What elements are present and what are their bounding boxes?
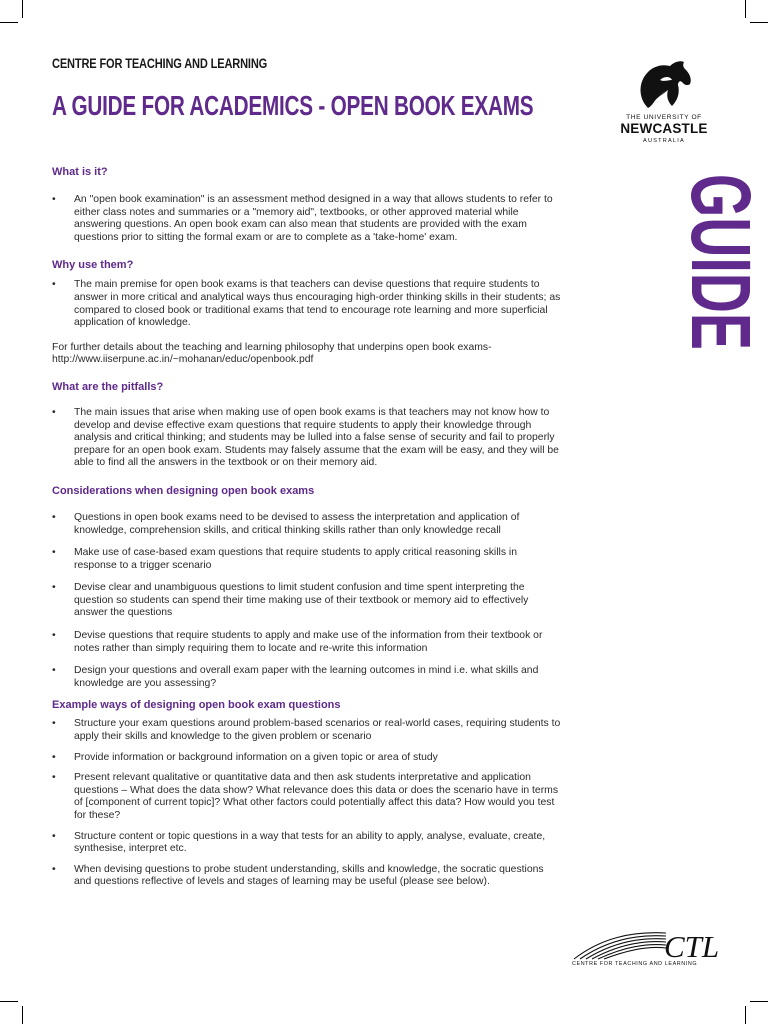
- crop-mark: [745, 0, 746, 18]
- further-details: For further details about the teaching and learning philosophy that underpins open book exams-: [52, 341, 492, 353]
- guide-word: GUIDE: [674, 174, 768, 441]
- crop-mark: [745, 1006, 746, 1024]
- list-item: • Present relevant qualitative or quantitative data and then ask students interpretative and application questions – What does the data show? What relevance does this data or does the scenario have in terms of [component of current topic]? What other factors could potentially affect this data? How would you test for these?: [52, 772, 562, 822]
- list-item: • Make use of case-based exam questions that require students to apply critical reasoning skills in response to a trigger scenario: [52, 547, 562, 572]
- list-item: • Provide information or background information on a given topic or area of study: [52, 752, 562, 765]
- crop-mark: [0, 1001, 18, 1002]
- section-heading-why: Why use them?: [52, 259, 134, 272]
- university-logo: [608, 58, 720, 148]
- why-list: [52, 279, 562, 329]
- list-item: • Structure content or topic questions in a way that tests for an ability to apply, analyse, evaluate, create, synthesise, interpret etc.: [52, 831, 562, 856]
- list-item: • The main issues that arise when making use of open book exams is that teachers may not know how to develop and devise effective exam questions that require students to apply their knowledge through analysis and critical thinking; and students may be lulled into a false sense of security and fail to properly prepare for an open book exam. Students may falsely assume that the exam will be easy, and they will be able to find all the answers in the textbook or on their memory aid.: [52, 407, 562, 470]
- list-item: • Structure your exam questions around problem-based scenarios or real-world cases, requiring students to apply their skills and knowledge to the given problem or scenario: [52, 718, 562, 743]
- pitfalls-list: [52, 407, 562, 470]
- considerations-list: [52, 512, 562, 691]
- section-heading-what: What is it?: [52, 166, 108, 178]
- ctl-subtitle: CENTRE FOR TEACHING AND LEARNING: [572, 961, 698, 967]
- crop-mark: [750, 22, 768, 23]
- list-item: • Devise questions that require students to apply and make use of the information from their textbook or notes rather than simply requiring them to locate and re-write this information: [52, 630, 562, 655]
- list-item: • The main premise for open book exams is that teachers can devise questions that require students to answer in more critical and analytical ways thus encouraging high-order thinking skills in their students; as compared to closed book or traditional exams that tend to encourage rote learning and more superficial application of knowledge.: [52, 279, 562, 329]
- list-item: • Design your questions and overall exam paper with the learning outcomes in mind i.e. what skills and knowledge are you assessing?: [52, 665, 562, 690]
- centre-heading: CENTRE FOR TEACHING AND LEARNING: [52, 56, 268, 71]
- crop-mark: [22, 1006, 23, 1024]
- list-item: • When devising questions to probe student understanding, skills and knowledge, the socratic questions and questions reflective of levels and stages of learning may be useful (please see below).: [52, 864, 562, 889]
- crop-mark: [0, 22, 18, 23]
- crop-mark: [750, 1001, 768, 1002]
- main-content: [52, 166, 562, 889]
- page-title: A GUIDE FOR ACADEMICS - OPEN BOOK EXAMS: [52, 90, 534, 121]
- section-heading-considerations: Considerations when designing open book exams: [52, 484, 315, 497]
- crop-mark: [22, 0, 23, 18]
- what-list: [52, 194, 562, 244]
- section-heading-pitfalls: What are the pitfalls?: [52, 380, 164, 393]
- examples-list: [52, 718, 562, 889]
- guide-wordmark: [614, 172, 768, 441]
- section-heading-examples: Example ways of designing open book exam questions: [52, 699, 341, 712]
- list-item: • Devise clear and unambiguous questions to limit student confusion and time spent interpreting the question so students can spend their time making use of their textbook or memory aid to effectively answer the questions: [52, 582, 562, 620]
- horse-head-icon: [608, 58, 720, 114]
- university-country: AUSTRALIA: [643, 138, 685, 144]
- ctl-logo: [570, 925, 730, 969]
- further-link[interactable]: http://www.iiserpune.ac.in/~mohanan/educ/openbook.pdf: [52, 354, 314, 366]
- university-name: NEWCASTLE: [620, 121, 708, 136]
- list-item: • Questions in open book exams need to be devised to assess the interpretation and application of knowledge, comprehension skills, and critical thinking skills rather than only knowledge recall: [52, 512, 562, 537]
- ctl-letters: CTL: [664, 929, 720, 964]
- university-line1: THE UNIVERSITY OF: [626, 114, 702, 121]
- list-item: • An "open book examination" is an assessment method designed in a way that allows students to refer to either class notes and summaries or a "memory aid", textbooks, or other approved material while answering questions. An open book exam can also mean that students are provided with the exam questions prior to sitting the formal exam or are to complete as a 'take-home' exam.: [52, 194, 562, 244]
